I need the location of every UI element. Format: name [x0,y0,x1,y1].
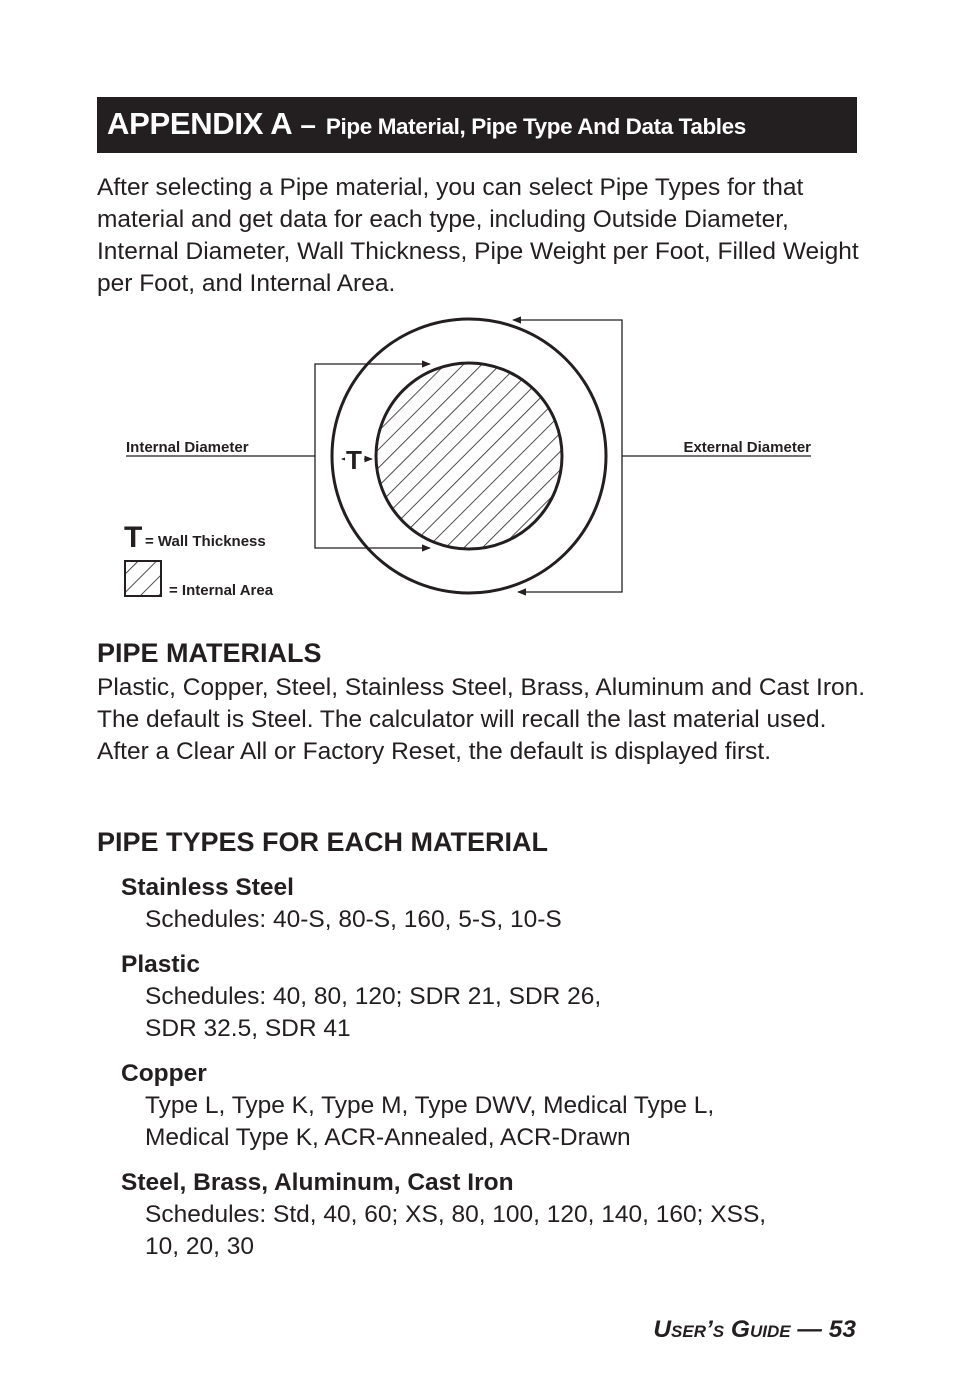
pipe-diagram [0,300,954,610]
list-item [121,872,861,936]
inner-circle [376,363,562,549]
intro-paragraph: After selecting a Pipe material, you can select Pipe Types for that material and get data for each type, including Outside Diameter, Internal Diameter, Wall Thickness, Pipe Weight per Foot, Filled Weight per Foot, and Internal Area. [97,174,859,297]
appendix-title: APPENDIX A [107,106,293,141]
type-desc-plastic: Schedules: 40, 80, 120; SDR 21, SDR 26, SDR 32.5, SDR 41 [145,983,602,1042]
legend-t-symbol: T [124,521,143,554]
pipe-types-heading: PIPE TYPES FOR EACH MATERIAL [97,827,549,857]
title-dash: – [300,109,316,140]
legend-hatch-swatch [125,561,161,596]
legend-internal-area: = Internal Area [169,582,274,599]
pipe-materials-heading: PIPE MATERIALS [97,638,322,668]
list-item [121,949,861,1045]
type-name-stainless-steel: Stainless Steel [121,874,294,901]
page-footer [653,1316,856,1344]
list-item [121,1167,861,1263]
list-item [121,1058,861,1154]
legend-wall-thickness: = Wall Thickness [145,533,266,550]
type-desc-steel-brass-aluminum-cast-iron: Schedules: Std, 40, 60; XS, 80, 100, 120, 140, 160; XSS, 10, 20, 30 [145,1201,767,1260]
pipe-types-list [121,872,861,1276]
type-desc-copper: Type L, Type K, Type M, Type DWV, Medical Type L, Medical Type K, ACR-Annealed, ACR-Drawn [145,1092,715,1151]
footer-guide-label: User’s Guide [653,1316,791,1343]
appendix-banner [97,97,857,153]
pipe-materials-text: Plastic, Copper, Steel, Stainless Steel, Brass, Aluminum and Cast Iron. The default is Steel. The calculator will recall the last material used. After a Clear All or Factory Reset, the default is displayed first. [97,674,866,765]
type-name-copper: Copper [121,1060,207,1087]
type-desc-stainless-steel: Schedules: 40-S, 80-S, 160, 5-S, 10-S [145,906,562,933]
internal-diameter-label: Internal Diameter [126,439,249,456]
appendix-subtitle: Pipe Material, Pipe Type And Data Tables [325,114,746,139]
type-name-plastic: Plastic [121,951,200,978]
external-diameter-label: External Diameter [683,439,811,456]
wall-thickness-marker: T [346,445,362,475]
type-name-steel-brass-aluminum-cast-iron: Steel, Brass, Aluminum, Cast Iron [121,1169,514,1196]
page-number: 53 [828,1316,856,1343]
footer-separator: — [797,1316,822,1343]
